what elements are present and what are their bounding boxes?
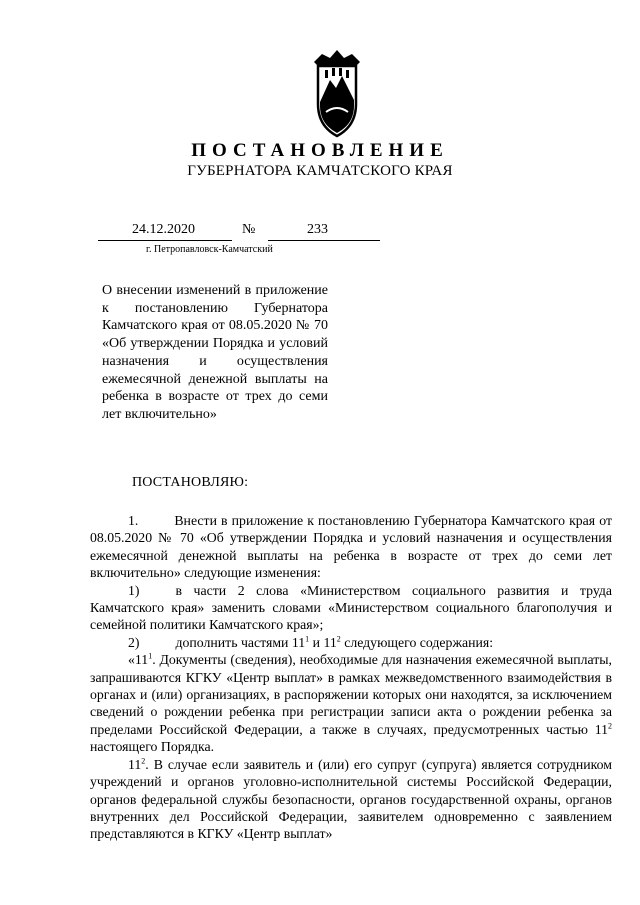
date-value: 24.12.2020 <box>132 222 195 237</box>
paragraph-3-number: 2) <box>128 634 140 650</box>
number-field <box>268 222 380 241</box>
subject-block: О внесении изменений в приложение к постановлению Губернатора Камчатского края от 08.05.2020 № 70 «Об утверждении Порядка и условий назначения и осуществления ежемесячной денежной выплаты на ребенка в возрасте от трех до семи лет включительно» <box>102 283 328 422</box>
paragraph-5-pre: 11 <box>128 756 142 772</box>
paragraph-4-sup: 1 <box>148 651 153 661</box>
document-subtitle: ГУБЕРНАТОРА КАМЧАТСКОГО КРАЯ <box>187 163 453 179</box>
paragraph-4-post: настоящего Порядка. <box>90 739 215 755</box>
paragraph-3 <box>90 634 612 651</box>
paragraph-3-pre: дополнить частями 11 <box>175 634 306 650</box>
paragraph-3-mid: и 11 <box>309 634 337 650</box>
paragraph-4-sup2: 2 <box>608 721 612 731</box>
paragraph-1 <box>90 512 612 582</box>
paragraph-2-number: 1) <box>128 582 140 598</box>
city-label: г. Петропавловск-Камчатский <box>146 244 273 255</box>
paragraph-3-post: следующего содержания: <box>340 634 494 650</box>
number-value: 233 <box>307 222 328 237</box>
paragraph-2 <box>90 582 612 634</box>
paragraph-2-text: в части 2 слова «Министерством социального развития и труда Камчатского края» заменить словами «Министерством социального благополучия и семейной политики Камчатского края»; <box>90 582 612 633</box>
number-sign: № <box>242 222 256 237</box>
paragraph-4-text: . Документы (сведения), необходимые для назначения ежемесячной выплаты, запрашиваются КГКУ «Центр выплат» в рамках межведомственного взаимодействия в органах и (или) организациях, в распоряжении которых они находятся, за исключением сведений о рождении ребенка при регистрации записи акта о рождении ребенка за пределами Российской Федерации, а также в случаях, предусмотренных частью 11 <box>90 652 612 737</box>
paragraph-3-sup1: 1 <box>305 634 310 644</box>
decree-heading: ПОСТАНОВЛЯЮ: <box>132 475 249 490</box>
paragraph-5 <box>90 756 612 843</box>
date-field <box>98 222 232 241</box>
paragraph-3-sup2: 2 <box>336 634 341 644</box>
paragraph-4-pre: «11 <box>128 652 149 668</box>
paragraph-1-text: Внести в приложение к постановлению Губернатора Камчатского края от 08.05.2020 № 70 «Об утверждении Порядка и условий назначения и осуществления ежемесячной денежной выплаты на ребенка в возрасте от трех до семи лет включительно» следующие изменения: <box>90 513 612 581</box>
paragraph-5-sup: 2 <box>141 756 146 766</box>
paragraph-1-number: 1. <box>128 513 139 528</box>
document-title: ПОСТАНОВЛЕНИЕ <box>191 140 449 161</box>
paragraph-5-text: . В случае если заявитель и (или) его супруг (супруга) является сотрудником учреждений и органов уголовно-исполнительной системы Российской Федерации, органов федеральной службы безопасности, органов государственной охраны, органов внутренних дел Российской Федерации, заявителем одновременно с заявлением представляются в КГКУ «Центр выплат» <box>90 756 612 842</box>
paragraph-4 <box>90 651 612 755</box>
document-body <box>90 512 612 843</box>
coat-of-arms-icon <box>292 42 382 142</box>
